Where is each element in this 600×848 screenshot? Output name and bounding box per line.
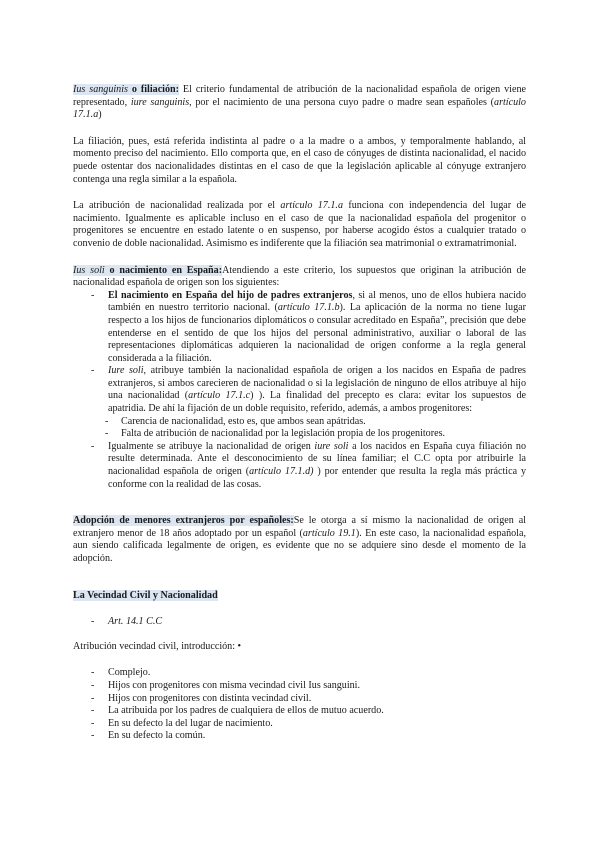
italic-term: iure sanguinis, xyxy=(130,96,192,108)
list-item: - En su defecto la común. xyxy=(73,730,526,743)
bold-text: El nacimiento en España del hijo de padres extranjeros xyxy=(108,289,353,301)
text: funciona con independencia del lugar de nacimiento. Igualmente es aplicable incluso en el caso de que la nacionalidad española del progenitor o progenitores se encuentre en estado latente o en suspenso, por haberse acogido éstos a cualquier tratado o convenio de doble nacionalidad. Asimismo es indiferente que la filiación sea matrimonial o extramatrimonial. xyxy=(73,200,526,249)
article-ref: artículo 19.1 xyxy=(302,527,356,539)
text: Se le otorga a sí mismo la nacionalidad de origen al extranjero menor de 18 años adoptado por un español ( xyxy=(73,515,526,539)
article-ref: artículo 17.1.a xyxy=(280,200,343,212)
text: ). La aplicación de la norma no tiene lugar respecto a los hijos de funcionarios diplomáticos o consular acreditado en España”, precisión que debe entenderse en el sentido de que los hijos del personal administrativo, auxiliar o laboral de las representaciones diplomáticas adquieren la nacionalidad de origen conforme a la regla general considerada a la filiación. xyxy=(108,302,526,364)
list-item: - Falta de atribución de nacionalidad por la legislación propia de los progenitores. xyxy=(73,428,526,441)
text: por el nacimiento de una persona cuyo padre o madre sean españoles ( xyxy=(191,96,495,108)
ius-sanguinis-heading: o filiación: xyxy=(127,84,179,95)
list-item: - En su defecto la del lugar de nacimiento. xyxy=(73,718,526,731)
text: , si al menos, uno de ellos hubiera nacido también en nuestro territorio nacional. ( xyxy=(108,289,526,314)
list-item: - Hijos con progenitores con misma vecindad civil Ius sanguini. xyxy=(73,680,526,693)
text: El criterio fundamental de atribución de la nacionalidad española de origen viene representado, xyxy=(73,84,526,108)
text: ) xyxy=(98,109,102,121)
text: ). En este caso, la nacionalidad española, aun siendo calificada legalmente de origen, es evidente que no se adquiere sino desde el momento de la adopción. xyxy=(73,527,526,564)
text: ) por entender que resulta la regla más práctica y conforme con la realidad de las cosas. xyxy=(108,466,526,490)
ius-sanguinis-term: Ius sanguinis xyxy=(73,84,128,95)
article-ref: artículo 17.1.a xyxy=(73,96,526,121)
article-ref: artículo 17.1.d) xyxy=(249,466,314,478)
requisitos-list xyxy=(73,416,526,441)
list-item xyxy=(73,365,526,415)
vecindad-intro: Atribución vecindad civil, introducción: • xyxy=(73,640,242,652)
atribucion-paragraph xyxy=(73,200,526,250)
text: Igualmente se atribuye la nacionalidad de origen xyxy=(108,440,315,452)
list-item: - Complejo. xyxy=(73,667,526,680)
article-ref: artículo 17.1.c xyxy=(188,390,251,402)
ius-soli-list-continued xyxy=(73,441,526,491)
text: a los nacidos en España cuya filiación no resulte determinada. Ante el desconocimiento de su línea familiar; el C.C opta por atribuirle la nacionalidad española de origen ( xyxy=(108,440,526,478)
list-item xyxy=(73,290,526,366)
italic-term: Iure soli xyxy=(108,365,144,377)
list-item: - La atribuida por los padres de cualquiera de ellos de mutuo acuerdo. xyxy=(73,705,526,718)
text: , atribuye también la nacionalidad española de origen a los nacidos en España de padres extranjeros, si ambos carecieren de nacionalidad o si la legislación de ninguno de ellos atribuye al hijo una nacionalidad ( xyxy=(108,365,526,402)
ius-soli-heading: o nacimiento en España: xyxy=(104,264,223,276)
text: ) ). La finalidad del precepto es clara: evitar los supuestos de apatridia. De ahí la fijación de un doble requisito, referido, además, a ambos progenitores: xyxy=(108,390,526,415)
list-item: - Hijos con progenitores con distinta vecindad civil. xyxy=(73,693,526,706)
filiacion-paragraph: La filiación, pues, está referida indistinta al padre o a la madre o a ambos, y temporalmente hablando, al momento preciso del nacimiento. Ello comporta que, en el caso de cónyuges de distinta nacionalidad, el nacido puede ostentar dos nacionalidades distintas en el caso de que la legislación aplicable al cónyuge extranjero contenga una regla similar a la española. xyxy=(73,135,526,185)
italic-term: iure soli xyxy=(314,440,349,452)
vecindad-list xyxy=(73,667,526,743)
list-item xyxy=(73,616,526,629)
list-item xyxy=(73,441,526,491)
ius-soli-paragraph xyxy=(73,265,526,290)
ius-soli-list xyxy=(73,290,526,416)
section-heading xyxy=(73,590,526,603)
article-list xyxy=(73,616,526,629)
article-ref: artículo 17.1.b xyxy=(277,302,340,314)
text: La atribución de nacionalidad realizada por el xyxy=(73,200,281,212)
text: Atendiendo a este criterio, los supuestos que originan la atribución de nacionalidad española de origen son los siguientes: xyxy=(73,264,526,289)
vecindad-heading: La Vecindad Civil y Nacionalidad xyxy=(73,589,218,601)
adopcion-heading: Adopción de menores extranjeros por españoles: xyxy=(73,515,294,527)
ius-soli-term: Ius soli xyxy=(73,264,105,276)
adopcion-paragraph xyxy=(73,515,526,565)
list-item: - Carencia de nacionalidad, esto es, que ambos sean apátridas. xyxy=(73,416,526,429)
document-page xyxy=(73,84,526,743)
ius-sanguinis-paragraph xyxy=(73,84,526,122)
article-ref: Art. 14.1 C.C xyxy=(108,616,163,628)
